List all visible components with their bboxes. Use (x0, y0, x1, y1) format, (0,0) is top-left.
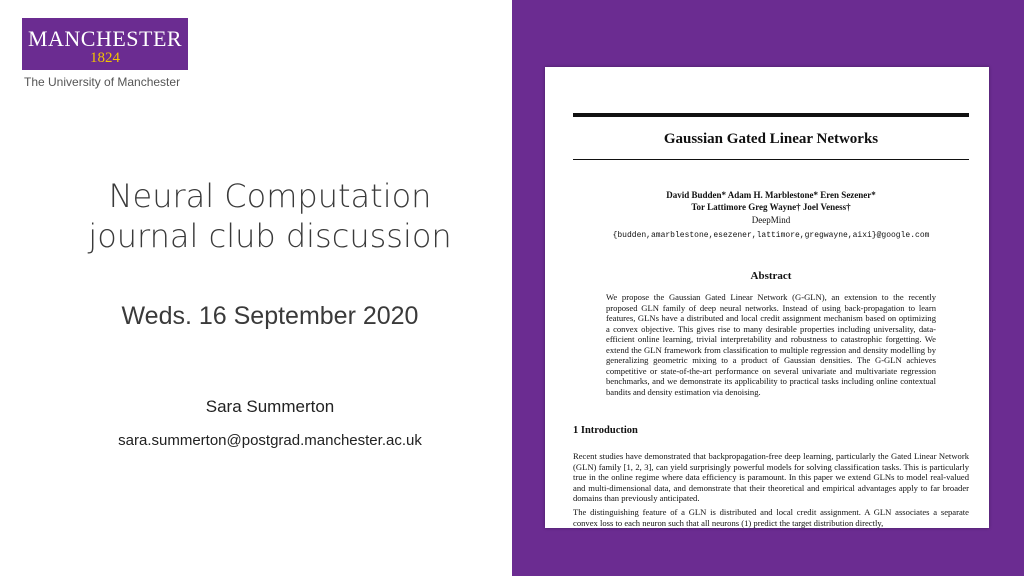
paper-authors (573, 189, 969, 213)
paper-authors-line-2: Tor Lattimore Greg Wayne† Joel Veness† (691, 202, 851, 212)
presenter-name: Sara Summerton (205, 397, 335, 416)
logo-wordmark: MANCHESTER (27, 26, 183, 51)
paper-screenshot (545, 67, 989, 528)
abstract-heading: Abstract (750, 270, 792, 282)
paper-title: Gaussian Gated Linear Networks (663, 131, 879, 147)
logo-year: 1824 (90, 50, 120, 66)
university-logo (22, 18, 188, 70)
slide-date: Weds. 16 September 2020 (121, 302, 419, 330)
paper-title-rule (573, 159, 969, 160)
title-line-1: Neural Computation (108, 177, 432, 215)
abstract-text: We propose the Gaussian Gated Linear Network (G-GLN), an extension to the recently proposed GLN family of deep neural networks. Instead of using back-propagation to learn features, GLNs have a distributed and local credit assignment mechanism based on optimizing a convex objective. This gives rise to many desirable properties including universality, data-efficient online learning, trivial interpretability and robustness to catastrophic forgetting. We extend the GLN framework from classification to multiple regression and density modelling by generalizing geometric mixing to a product of Gaussian densities. The G-GLN achieves competitive or state-of-the-art performance on several univariate and multivariate regression benchmarks, and we demonstrate its applicability to practical tasks including online contextual bandits and density estimation via denoising. (606, 292, 936, 397)
paper-top-rule (573, 113, 969, 117)
presenter-email: sara.summerton@postgrad.manchester.ac.uk (118, 432, 422, 449)
logo-subtitle: The University of Manchester (24, 75, 181, 89)
title-line-2: journal club discussion (88, 217, 452, 255)
paper-emails: {budden,amarblestone,esezener,lattimore,gregwayne,aixi}@google.com (612, 231, 930, 240)
intro-paragraph-2: The distinguishing feature of a GLN is distributed and local credit assignment. A GLN associates a separate convex loss to each neuron such that all neurons (1) predict the target distribution directly, (573, 507, 969, 528)
intro-paragraph-1: Recent studies have demonstrated that backpropagation-free deep learning, particularly the Gated Linear Network (GLN) family [1, 2, 3], can yield surprisingly powerful models for solving classification tasks. This is particularly true in the online regime where data efficiency is paramount. In this paper we extend GLNs to model real-valued and multi-dimensional data, and demonstrate that their theoretical and empirical advantages apply to far broader domains than previously anticipated. (573, 451, 969, 503)
paper-affiliation: DeepMind (751, 215, 791, 225)
slide-title (60, 176, 480, 256)
paper-authors-line-1: David Budden* Adam H. Marblestone* Eren Sezener* (666, 190, 876, 200)
section-heading: 1 Introduction (573, 425, 638, 436)
